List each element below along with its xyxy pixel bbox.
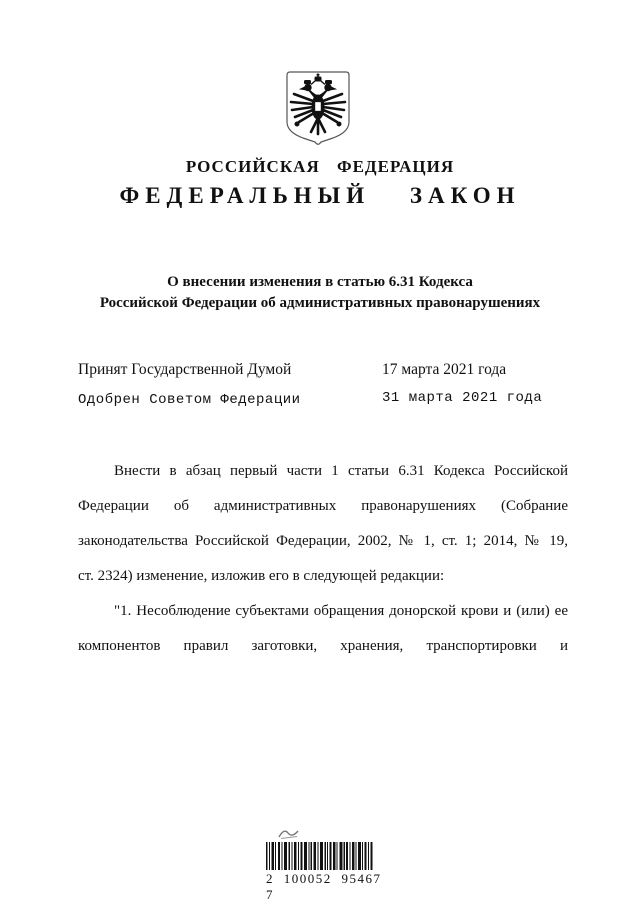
barcode-number: 2 100052 95467 7 (266, 871, 382, 902)
country-name: РОССИЙСКАЯ ФЕДЕРАЦИЯ (185, 157, 455, 176)
law-body (78, 454, 568, 664)
law-title-line1: О внесении изменения в статью 6.31 Кодекса (167, 274, 473, 290)
law-title-line2: Российской Федерации об административных правонарушениях (99, 295, 541, 311)
approved-date: 31 марта 2021 года (382, 390, 543, 406)
adoption-block (78, 361, 568, 419)
adopted-by-label: Принят Государственной Думой (78, 361, 292, 378)
law-title (40, 272, 600, 314)
body-line: Внести в абзац первый части 1 статьи 6.31 Кодекса Российской (114, 463, 568, 479)
body-line: "1. Несоблюдение субъектами обращения донорской крови и (или) ее (114, 603, 568, 619)
approved-by-label: Одобрен Советом Федерации (78, 392, 301, 408)
barcode-bars (266, 842, 374, 870)
barcode (266, 826, 382, 903)
print-mark (276, 826, 382, 842)
body-line: законодательства Российской Федерации, 2002, № 1, ст. 1; 2014, № 19, (78, 533, 568, 549)
adopted-row (78, 361, 568, 390)
approved-row (78, 390, 568, 419)
body-line: ст. 2324) изменение, изложив его в следующей редакции: (78, 568, 445, 584)
document-type-heading: ФЕДЕРАЛЬНЫЙ ЗАКОН (119, 183, 521, 208)
coat-of-arms-shield (285, 70, 351, 146)
body-line: Федерации об административных правонарушениях (Собрание (78, 498, 568, 514)
body-line: компонентов правил заготовки, хранения, транспортировки и (78, 638, 568, 654)
adopted-date: 17 марта 2021 года (382, 361, 507, 378)
coat-of-arms-icon (285, 70, 351, 146)
